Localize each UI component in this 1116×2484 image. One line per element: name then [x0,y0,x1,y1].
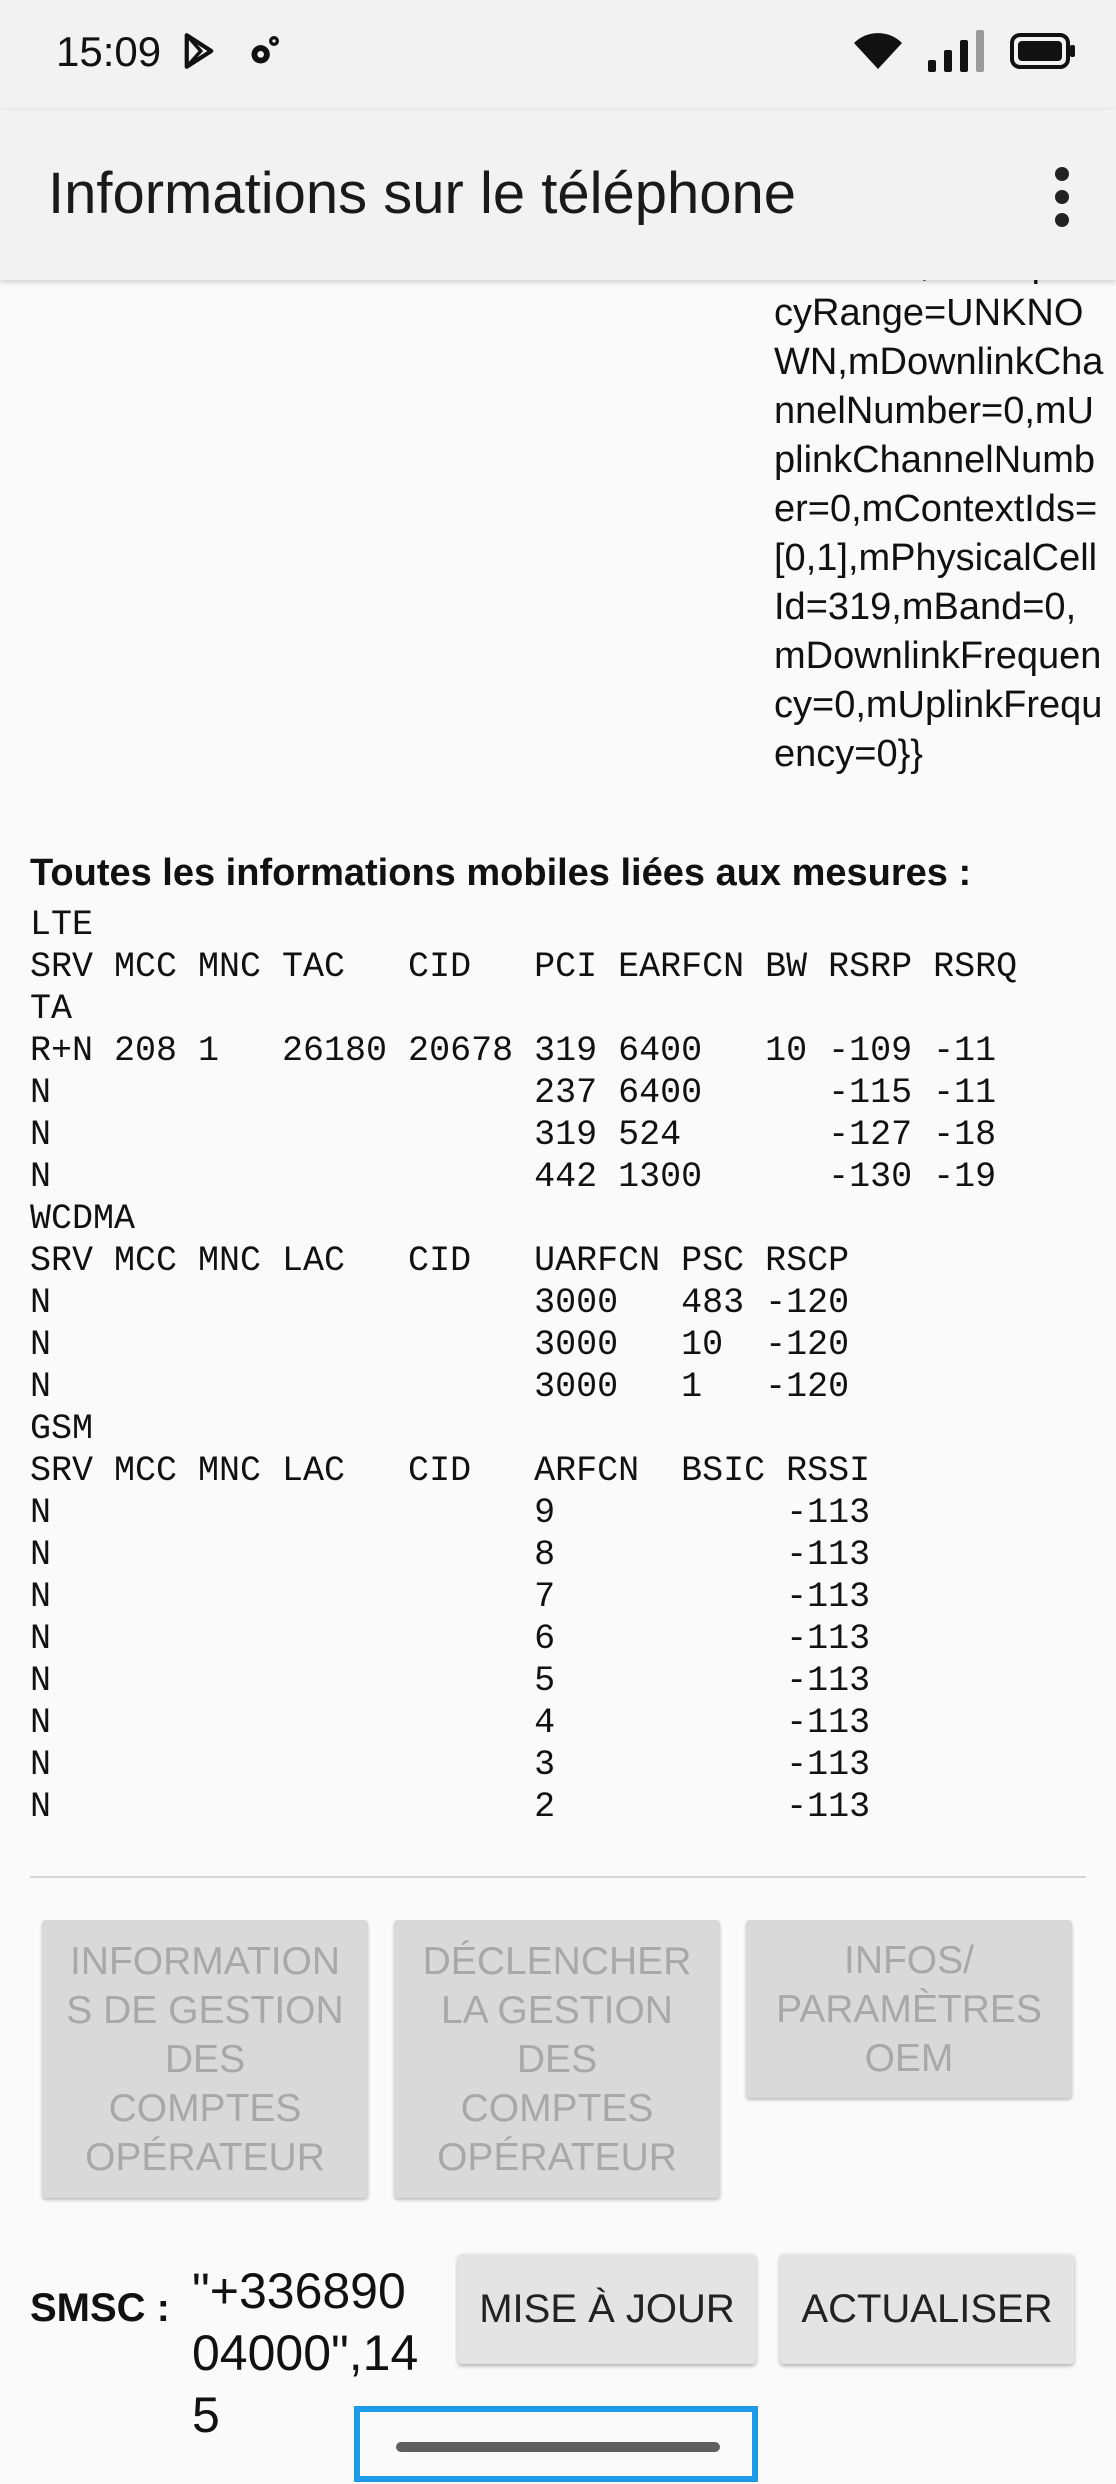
smsc-update-button[interactable]: MISE À JOUR [458,2254,756,2364]
button-label-line: OPÉRATEUR [437,2135,677,2179]
measurements-title: Toutes les informations mobiles liées aux mesures : [30,852,972,894]
app-bar [0,110,1116,280]
cell-signal-icon [926,28,988,79]
button-label-line: DÉCLENCHER [422,1939,692,1983]
button-label-line: COMPTES [108,2086,302,2130]
status-right-icons [852,28,1076,79]
button-label-line: S DE GESTION [66,1988,344,2032]
button-label-line: COMPTES [460,2086,654,2130]
battery-icon [1010,31,1076,76]
smsc-refresh-button[interactable]: ACTUALISER [780,2254,1074,2364]
cell-measurements-table: LTE SRV MCC MNC TAC CID PCI EARFCN BW RSRP RSRQ TA R+N 208 1 26180 20678 319 6400 10 -109 -11 N 237 6400 -115 -11 N 319 524 -127 -18 N 442 1300 -130 -19 WCDMA SRV MCC MNC LAC CID UARFCN PSC RSCP N 3000 483 -120 N 3000 10 -120 N 3000 1 -120 GSM SRV MCC MNC LAC CID ARFCN BSIC RSSI N 9 -113 N 8 -113 N 7 -113 N 6 -113 N 5 -113 N 4 -113 N 3 -113 N 2 -113 [30,905,1018,1827]
divider [30,1876,1086,1878]
wifi-icon [852,29,904,78]
status-time: 15:09 [56,28,162,75]
navigation-handle[interactable] [396,2442,720,2452]
settings-notification-icon [244,31,284,76]
button-label-line: DES [516,2037,598,2081]
button-label-line: OPÉRATEUR [85,2135,325,2179]
carrier-provisioning-info-button[interactable] [42,1920,368,2198]
button-label-line: OEM [864,2036,954,2080]
trigger-carrier-provisioning-button[interactable] [394,1920,720,2198]
button-label-line: LA GESTION [441,1988,673,2032]
play-store-icon [178,30,220,77]
status-bar [0,0,1116,110]
button-label-line: PARAMÈTRES [776,1987,1042,2031]
status-left-icons [178,30,284,77]
smsc-label: SMSC : [30,2286,170,2330]
more-vert-icon[interactable] [1042,162,1082,232]
phone-info-content[interactable] [0,280,1116,2443]
oem-info-settings-button[interactable] [746,1920,1072,2098]
cell-info-value: cyRange=UNKNOWN,mDownlinkChannelNumber=0,mUplinkChannelNumber=0,mContextIds=[0,1],mPhysicalCellId=319,mBand=0,mDownlinkFrequency=0,mUplinkFrequency=0}} [774,292,1104,775]
button-label-line: INFORMATION [69,1939,341,1983]
button-label-line: DES [164,2037,246,2081]
button-label-line: INFOS/ [843,1938,974,1982]
smsc-value[interactable]: "+33689004000",145 [192,2263,419,2443]
page-title: Informations sur le téléphone [48,161,796,226]
